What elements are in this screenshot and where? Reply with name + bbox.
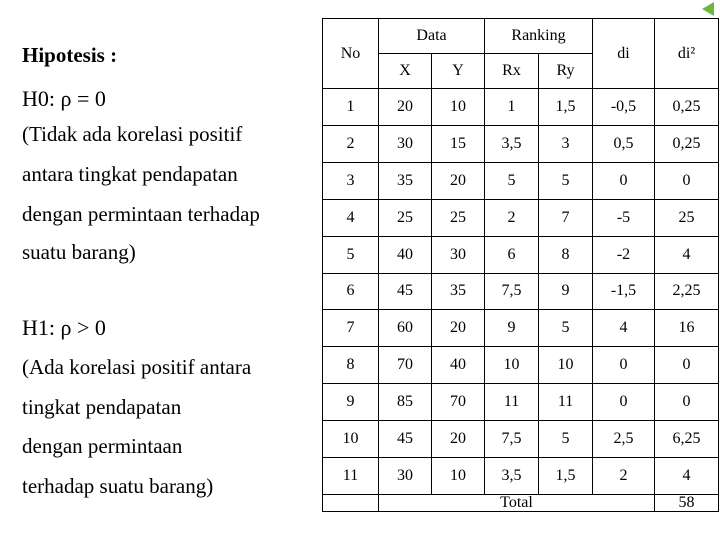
cell-rx: 11 <box>485 384 539 421</box>
cell-x: 40 <box>379 236 432 273</box>
table-row <box>323 162 719 199</box>
cell-ry: 1,5 <box>539 458 593 495</box>
cell-di2: 4 <box>655 458 719 495</box>
cell-no: 2 <box>323 125 379 162</box>
header-no: No <box>323 19 379 89</box>
cell-rx: 1 <box>485 89 539 126</box>
h1-desc-line-1: (Ada korelasi positif antara <box>22 355 252 379</box>
cell-di: 0 <box>593 347 655 384</box>
table-row <box>323 236 719 273</box>
cell-ry: 8 <box>539 236 593 273</box>
hypothesis-panel <box>22 0 322 540</box>
cell-di2: 4 <box>655 236 719 273</box>
cell-y: 25 <box>432 199 485 236</box>
cell-no: 4 <box>323 199 379 236</box>
cell-di: -0,5 <box>593 89 655 126</box>
cell-ry: 5 <box>539 421 593 458</box>
cell-di2: 0 <box>655 162 719 199</box>
cell-x: 35 <box>379 162 432 199</box>
cell-x: 45 <box>379 273 432 310</box>
cell-no: 3 <box>323 162 379 199</box>
hypothesis-title: Hipotesis : <box>22 43 118 67</box>
header-di2: di² <box>655 19 719 89</box>
cell-di: 0,5 <box>593 125 655 162</box>
cell-di: 2 <box>593 458 655 495</box>
cell-di: 0 <box>593 384 655 421</box>
header-di: di <box>593 19 655 89</box>
cell-ry: 5 <box>539 310 593 347</box>
table-row <box>323 384 719 421</box>
header-y: Y <box>432 54 485 89</box>
cell-rx: 7,5 <box>485 421 539 458</box>
header-x: X <box>379 54 432 89</box>
cell-di2: 2,25 <box>655 273 719 310</box>
cell-di: 0 <box>593 162 655 199</box>
cell-rx: 3,5 <box>485 458 539 495</box>
cell-rx: 6 <box>485 236 539 273</box>
cell-di: -2 <box>593 236 655 273</box>
h1-desc-line-3: dengan permintaan <box>22 434 183 458</box>
cell-y: 70 <box>432 384 485 421</box>
cell-ry: 7 <box>539 199 593 236</box>
cell-y: 20 <box>432 310 485 347</box>
corner-accent-triangle <box>702 2 714 16</box>
cell-ry: 3 <box>539 125 593 162</box>
cell-no: 10 <box>323 421 379 458</box>
cell-x: 85 <box>379 384 432 421</box>
table-row <box>323 458 719 495</box>
total-blank-cell <box>323 495 379 512</box>
ranking-table-container <box>322 18 718 512</box>
cell-x: 60 <box>379 310 432 347</box>
total-label: Total <box>379 495 655 512</box>
cell-x: 30 <box>379 458 432 495</box>
cell-no: 8 <box>323 347 379 384</box>
header-data: Data <box>379 19 485 54</box>
header-ranking: Ranking <box>485 19 593 54</box>
cell-no: 5 <box>323 236 379 273</box>
cell-di2: 0 <box>655 384 719 421</box>
cell-di2: 0,25 <box>655 89 719 126</box>
cell-di: -1,5 <box>593 273 655 310</box>
table-row <box>323 89 719 126</box>
h0-desc-line-1: (Tidak ada korelasi positif <box>22 122 243 146</box>
cell-di2: 0,25 <box>655 125 719 162</box>
cell-rx: 2 <box>485 199 539 236</box>
h1-statement: H1: ρ > 0 <box>22 315 106 340</box>
cell-rx: 3,5 <box>485 125 539 162</box>
table-row <box>323 421 719 458</box>
cell-x: 45 <box>379 421 432 458</box>
cell-y: 10 <box>432 89 485 126</box>
cell-di: -5 <box>593 199 655 236</box>
table-row <box>323 199 719 236</box>
total-value: 58 <box>655 495 719 512</box>
cell-no: 1 <box>323 89 379 126</box>
cell-ry: 11 <box>539 384 593 421</box>
cell-di: 2,5 <box>593 421 655 458</box>
cell-rx: 5 <box>485 162 539 199</box>
h0-desc-line-4: suatu barang) <box>22 240 136 264</box>
h0-desc-line-2: antara tingkat pendapatan <box>22 162 238 186</box>
cell-rx: 9 <box>485 310 539 347</box>
cell-x: 70 <box>379 347 432 384</box>
cell-ry: 9 <box>539 273 593 310</box>
cell-no: 9 <box>323 384 379 421</box>
cell-y: 20 <box>432 162 485 199</box>
header-row-1 <box>323 19 719 54</box>
cell-ry: 5 <box>539 162 593 199</box>
cell-x: 25 <box>379 199 432 236</box>
cell-di2: 0 <box>655 347 719 384</box>
cell-y: 15 <box>432 125 485 162</box>
table-row <box>323 273 719 310</box>
table-row <box>323 310 719 347</box>
spearman-ranking-table <box>322 18 719 512</box>
header-rx: Rx <box>485 54 539 89</box>
total-row <box>323 495 719 512</box>
cell-y: 40 <box>432 347 485 384</box>
cell-y: 10 <box>432 458 485 495</box>
cell-ry: 10 <box>539 347 593 384</box>
cell-y: 30 <box>432 236 485 273</box>
h1-desc-line-2: tingkat pendapatan <box>22 395 182 419</box>
cell-di2: 16 <box>655 310 719 347</box>
cell-y: 35 <box>432 273 485 310</box>
cell-no: 7 <box>323 310 379 347</box>
h0-desc-line-3: dengan permintaan terhadap <box>22 202 260 226</box>
h1-desc-line-4: terhadap suatu barang) <box>22 474 214 498</box>
table-row <box>323 347 719 384</box>
table-body <box>323 89 719 495</box>
cell-rx: 10 <box>485 347 539 384</box>
cell-no: 11 <box>323 458 379 495</box>
cell-ry: 1,5 <box>539 89 593 126</box>
table-row <box>323 125 719 162</box>
cell-y: 20 <box>432 421 485 458</box>
cell-no: 6 <box>323 273 379 310</box>
cell-rx: 7,5 <box>485 273 539 310</box>
cell-di2: 6,25 <box>655 421 719 458</box>
cell-x: 20 <box>379 89 432 126</box>
cell-di: 4 <box>593 310 655 347</box>
header-ry: Ry <box>539 54 593 89</box>
h0-statement: H0: ρ = 0 <box>22 86 106 111</box>
cell-di2: 25 <box>655 199 719 236</box>
cell-x: 30 <box>379 125 432 162</box>
